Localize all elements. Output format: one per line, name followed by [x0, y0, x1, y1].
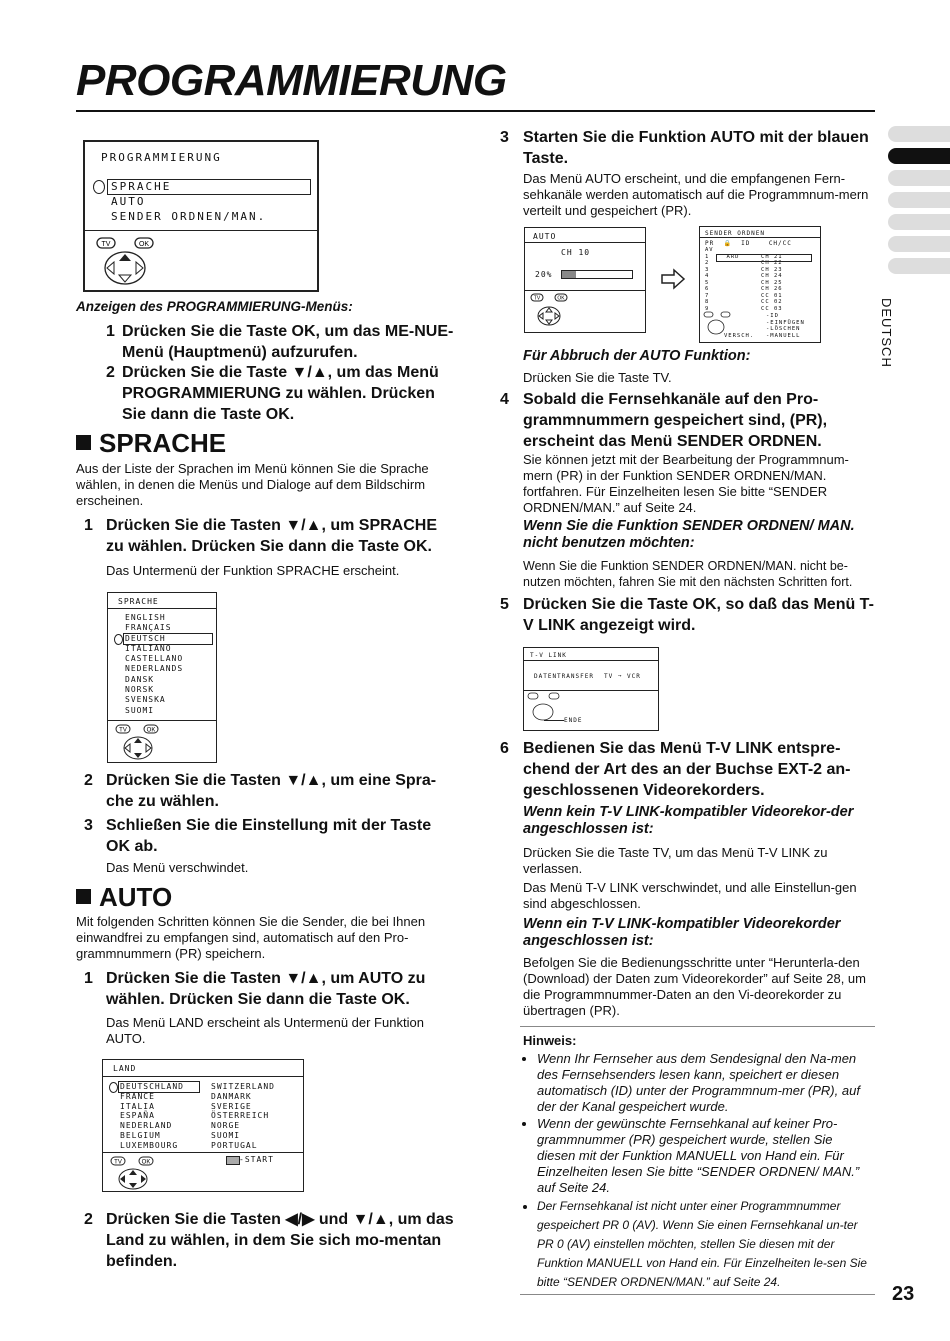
arrow-right-icon — [660, 268, 686, 290]
list-item: BELGIUM — [120, 1130, 161, 1140]
list-item: CASTELLANO — [125, 654, 184, 664]
auto-step-1-note: Das Menü LAND erscheint als Untermenü der Funktion AUTO. — [106, 1015, 424, 1046]
note-item: • Wenn der gewünschte Fernsehkanal auf keiner Pro-grammnummer (PR) gespeichert wurde, stellen Sie diesen mit der Funktion MANUELL von Hand ein. Für Einzelheiten lesen Sie bitte “SENDER ORDNEN/ MAN.” auf Seite 24. — [537, 1116, 868, 1196]
list-item: ITALIA — [120, 1101, 155, 1111]
svg-text:OK: OK — [141, 1159, 151, 1166]
tvlink-menu-box — [523, 647, 659, 731]
sender-ordnen-box — [699, 226, 821, 343]
abort-heading: Für Abbruch der AUTO Funktion: — [523, 348, 751, 364]
list-item: ESPAÑA — [120, 1111, 155, 1121]
list-item: PORTUGAL — [211, 1140, 258, 1150]
remote-buttons-icon — [703, 311, 735, 337]
title-rule — [76, 110, 875, 112]
svg-text:OK: OK — [557, 295, 565, 302]
list-item: LUXEMBOURG — [120, 1140, 179, 1150]
list-item: 1 ARD CH 21 — [705, 253, 783, 260]
step-6-text-3: Befolgen Sie die Bedienungsschritte unter “Herunterla-den (Download) der Daten zum Videorekorder” auf Seite 28, um die Programmnummer-Daten an den Vi-deorekorder zu übertragen (PR). — [523, 955, 866, 1018]
auto-box-title: AUTO — [533, 232, 557, 241]
list-item: 2 CH 22 — [705, 260, 783, 266]
auto-progress-box — [524, 227, 646, 333]
list-item: SVENSKA — [125, 695, 166, 705]
tv-key-label: TV — [101, 241, 111, 248]
land-menu-box — [102, 1059, 304, 1192]
list-item: NEDERLANDS — [125, 664, 184, 674]
sender-versch: VERSCH. — [724, 333, 755, 339]
blue-key-icon — [226, 1156, 240, 1165]
list-item: SVERIGE — [211, 1101, 252, 1111]
list-item: SUOMI — [211, 1130, 241, 1140]
auto-channel: CH 10 — [561, 248, 591, 257]
list-item: 9 CC 03 — [705, 305, 783, 312]
page-title: PROGRAMMIERUNG — [76, 56, 507, 105]
sprache-step-2: 2 Drücken Sie die Tasten ▼/▲, um eine Spra-che zu wählen. — [84, 772, 437, 810]
sprache-step-3-note: Das Menü verschwindet. — [106, 860, 249, 875]
auto-percent: 20% — [535, 270, 553, 279]
language-highlight — [123, 633, 213, 645]
step-6-italic-1: Wenn kein T-V LINK-kompatibler Videorekor-der angeschlossen ist: — [523, 804, 854, 837]
auto-step-1: 1 Drücken Sie die Tasten ▼/▲, um AUTO zu wählen. Drücken Sie dann die Taste OK. — [84, 970, 426, 1008]
svg-text:TV: TV — [533, 295, 541, 302]
svg-text:OK: OK — [146, 727, 156, 734]
sender-keys — [766, 313, 805, 339]
tvlink-row-label: DATENTRANSFER — [534, 673, 594, 680]
auto-desc: Mit folgenden Schritten können Sie die Sender, die bei Ihnen einwandfrei zu empfangen sind, automatisch auf den Pro-grammnummern (PR) speichern. — [76, 914, 426, 961]
sprache-step-1-note: Das Untermenü der Funktion SPRACHE erscheint. — [106, 563, 400, 578]
list-item: 8 CC 02 — [705, 299, 783, 305]
list-item: FRANÇAIS — [125, 623, 172, 633]
auto-step-6: 6 Bedienen Sie das Menü T-V LINK entspre-chend der Art des an der Buchse EXT-2 an-geschlossenen Videorekorders. — [500, 740, 851, 799]
cursor-icon — [93, 180, 105, 194]
intro-step-1: 1 Drücken Sie die Taste OK, um das ME-NUE-Menü (Hauptmenü) aufzurufen. — [106, 323, 454, 361]
auto-step-3-note: Das Menü AUTO erscheint, und die empfangenen Fern-sehkanäle werden automatisch auf die Programmnum-mern verteilt und gespeichert (PR). — [523, 171, 869, 218]
note-item: • Der Fernsehkanal ist nicht unter einer Programmnummer gespeichert PR 0 (AV). Wenn Sie einen Fernsehkanal un-ter PR 0 (AV) einstellen möchten, stellen Sie diesen mit der Funktion MANUELL von Hand ein. Für Einzelheiten le-sen Sie bitte “SENDER ORDNEN/MAN.” auf Seite 24. — [537, 1197, 868, 1292]
list-item: FRANCE — [120, 1091, 155, 1101]
sprache-menu-box — [107, 592, 217, 763]
ok-key-label: OK — [138, 241, 150, 248]
list-item: DEUTSCHLAND — [120, 1082, 184, 1091]
menu-item-sprache: SPRACHE — [111, 180, 172, 193]
list-item: NORSK — [125, 685, 155, 695]
remote-buttons-icon — [109, 1155, 169, 1191]
auto-step-4: 4 Sobald die Fernsehkanäle auf den Pro-grammnummern gespeichert sind, (PR), erscheint das Menü SENDER ORDNEN. — [500, 391, 828, 450]
remote-buttons-icon — [529, 292, 579, 330]
list-item: 3 CH 23 — [705, 266, 783, 273]
sprache-box-title: SPRACHE — [118, 597, 159, 606]
tvlink-direction: TV ➞ VCR — [604, 673, 641, 680]
note-item: • Wenn Ihr Fernseher aus dem Sendesignal den Na-men des Fernsehsenders lesen kann, speichert er diesen automatisch (ID) unter der Programmnum-mer (PR), auf der der Kanal gespeichert wurde. — [537, 1051, 868, 1115]
remote-buttons-icon — [95, 236, 165, 286]
list-item: SWITZERLAND — [211, 1082, 275, 1091]
list-item: ÖSTERREICH — [211, 1111, 270, 1121]
section-sprache: SPRACHE — [76, 428, 226, 458]
svg-text:TV: TV — [114, 1159, 122, 1166]
sprache-step-3: 3 Schließen Sie die Einstellung mit der Taste OK ab. — [84, 817, 432, 855]
svg-text:TV: TV — [119, 727, 127, 734]
land-column-1 — [120, 1082, 184, 1151]
auto-step-4-italic-text: Wenn Sie die Funktion SENDER ORDNEN/MAN. nicht be-nutzen möchten, fahren Sie mit den nächsten Schritten fort. — [523, 559, 853, 589]
hinweis-notes — [523, 1051, 868, 1293]
list-item: 4 CH 24 — [705, 273, 783, 279]
list-item: NEDERLAND — [120, 1121, 173, 1131]
list-item: NORGE — [211, 1121, 241, 1131]
auto-step-2: 2 Drücken Sie die Tasten ◀/▶ und ▼/▲, um das Land zu wählen, in dem Sie sich mo-mentan befinden. — [84, 1211, 454, 1270]
list-item: 5 CH 25 — [705, 279, 783, 286]
tvlink-box-title: T-V LINK — [530, 652, 567, 659]
remote-buttons-icon — [114, 723, 174, 761]
tvlink-ende: ENDE — [564, 717, 583, 724]
list-item: ITALIANO — [125, 643, 172, 653]
step-6-italic-2: Wenn ein T-V LINK-kompatibler Videorekorder angeschlossen ist: — [523, 916, 841, 949]
list-item: DANSK — [125, 674, 155, 684]
auto-progress-bar — [561, 270, 633, 279]
hinweis-heading: Hinweis: — [523, 1033, 577, 1048]
side-label: DEUTSCH — [879, 298, 894, 368]
language-list — [125, 613, 183, 716]
list-item: ENGLISH — [125, 613, 166, 622]
sender-highlight — [716, 254, 812, 262]
section-auto: AUTO — [76, 882, 172, 912]
list-item: SUOMI — [125, 705, 155, 715]
list-item: DANMARK — [211, 1091, 252, 1101]
menu-title: PROGRAMMIERUNG — [101, 151, 222, 164]
cursor-icon — [114, 634, 123, 645]
land-box-title: LAND — [113, 1064, 137, 1073]
list-item: -LÖSCHEN — [766, 326, 801, 332]
step-6-text-2: Das Menü T-V LINK verschwindet, und alle Einstellun-gen sind abgeschlossen. — [523, 880, 857, 911]
programmierung-menu-box — [83, 140, 319, 292]
step-6-text-1: Drücken Sie die Taste TV, um das Menü T-V LINK zu verlassen. — [523, 845, 828, 876]
menu-item-auto: AUTO — [111, 195, 146, 208]
land-start: -START — [239, 1155, 274, 1164]
sender-box-header: PR 🔒 ID CH/CC — [705, 240, 792, 247]
list-item: DEUTSCH — [125, 633, 166, 643]
auto-step-4-italic: Wenn Sie die Funktion SENDER ORDNEN/ MAN. nicht benutzen möchten: — [523, 518, 855, 551]
list-item: 7 CC 01 — [705, 292, 783, 299]
intro-heading: Anzeigen des PROGRAMMIERUNG-Menüs: — [76, 299, 353, 314]
auto-step-5: 5 Drücken Sie die Taste OK, so daß das Menü T-V LINK angezeigt wird. — [500, 596, 874, 634]
list-item: AV — [705, 247, 714, 253]
page-number: 23 — [892, 1283, 915, 1305]
list-item: 6 CH 26 — [705, 286, 783, 292]
intro-step-2: 2 Drücken Sie die Taste ▼/▲, um das Menü PROGRAMMIERUNG zu wählen. Drücken Sie dann die Taste OK. — [106, 364, 439, 423]
sprache-desc: Aus der Liste der Sprachen im Menü können Sie die Sprache wählen, in denen die Menüs und Dialoge auf dem Bildschirm erscheinen. — [76, 461, 429, 508]
list-item: -MANUELL — [766, 332, 801, 339]
auto-step-3: 3 Starten Sie die Funktion AUTO mit der blauen Taste. — [500, 129, 869, 167]
list-item: -ID — [766, 313, 779, 319]
list-item: -EINFÜGEN — [766, 319, 805, 326]
menu-item-sender: SENDER ORDNEN/MAN. — [111, 210, 267, 223]
sprache-step-1: 1 Drücken Sie die Tasten ▼/▲, um SPRACHE zu wählen. Drücken Sie dann die Taste OK. — [84, 517, 438, 555]
cursor-icon — [109, 1082, 118, 1093]
auto-step-4-note: Sie können jetzt mit der Bearbeitung der Programmnum-mern (PR) in der Funktion SENDER ORDNEN/MAN. fortfahren. Für Einzelheiten lesen Sie bitte “SENDER ORDNEN/MAN.” auf Seite 24. — [523, 452, 849, 515]
sender-box-title: SENDER ORDNEN — [705, 230, 765, 237]
land-column-2 — [211, 1082, 275, 1151]
abort-text: Drücken Sie die Taste TV. — [523, 370, 672, 385]
